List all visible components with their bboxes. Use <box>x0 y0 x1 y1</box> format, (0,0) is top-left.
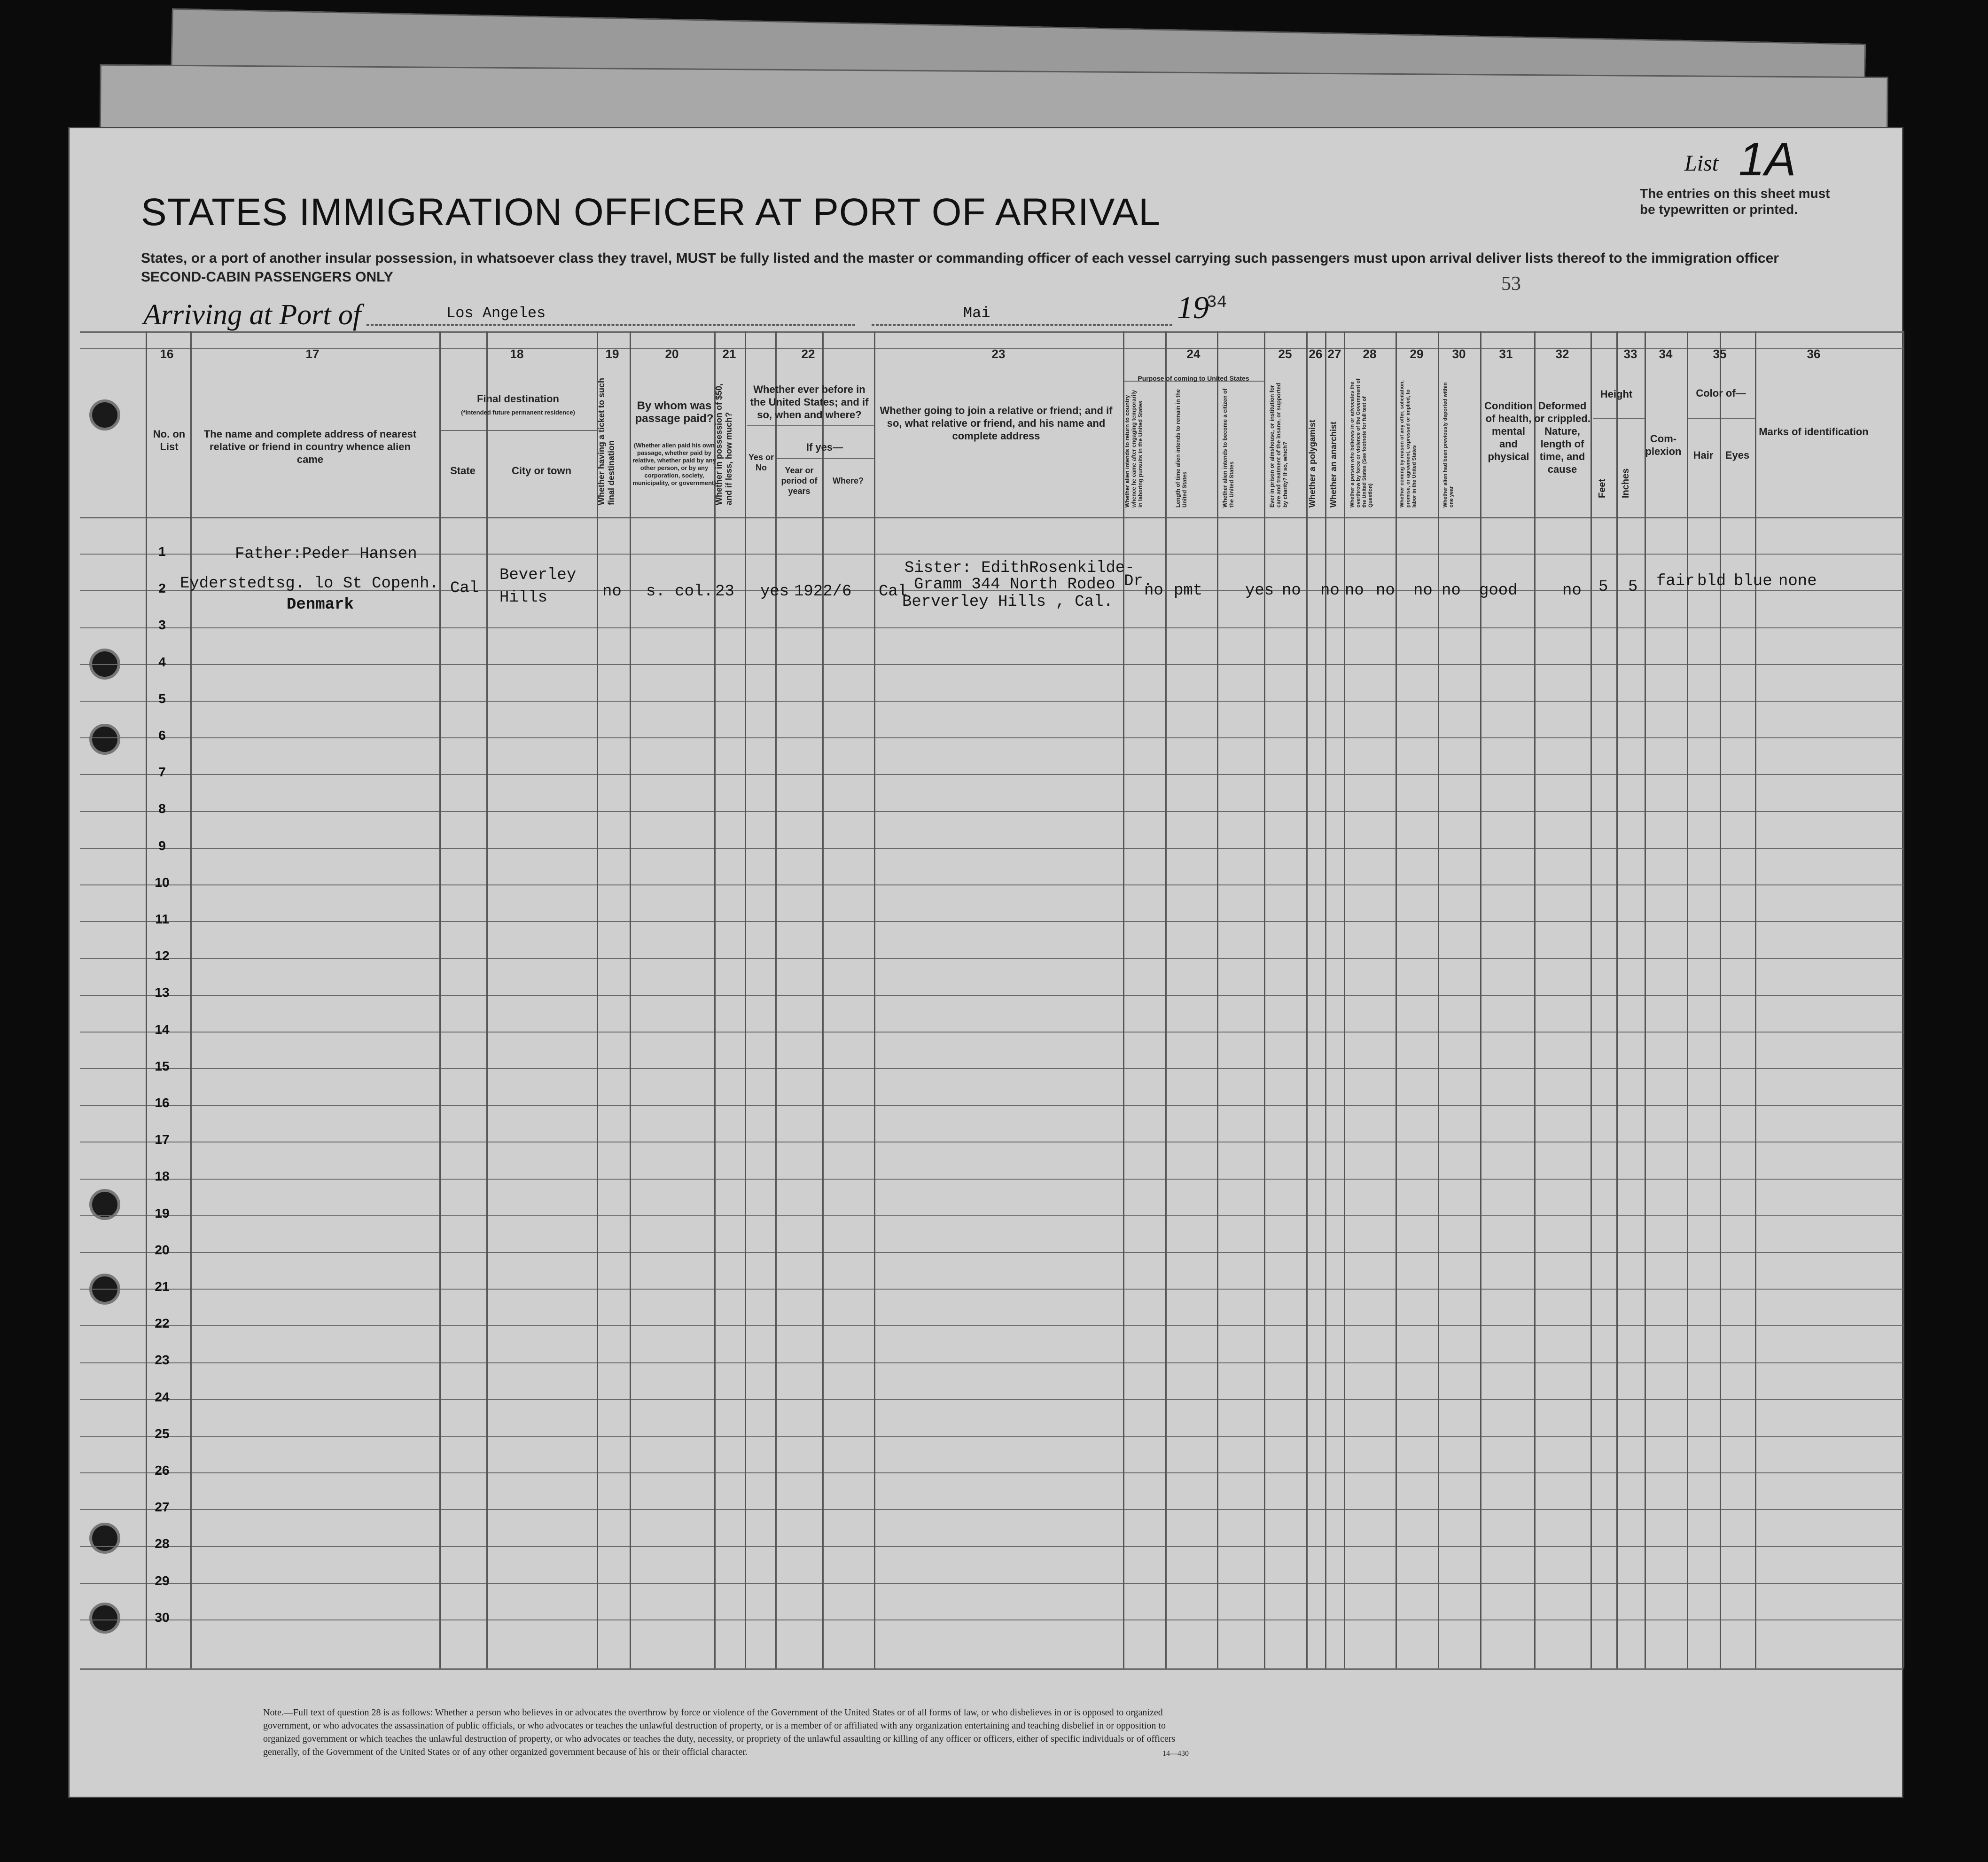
grid-row-line <box>80 1546 1903 1547</box>
grid-row-line <box>439 430 597 431</box>
grid-row-line <box>80 517 1903 518</box>
header-complexion: Com- plexion <box>1645 433 1682 457</box>
header-overthrow: Whether a person who believes in or advocates the overthrow by force or violence of the Government of the United States (See footnote for full text of Question) <box>1349 378 1373 508</box>
join-relative-line: Gramm 344 North Rodeo <box>914 576 1115 594</box>
column-number: 36 <box>1807 347 1821 361</box>
row-number: 22 <box>155 1316 170 1330</box>
relative-line: Eyderstedtsg. lo St Copenh. <box>180 575 439 593</box>
column-number: 26 <box>1309 347 1323 361</box>
row-number: 28 <box>155 1536 170 1551</box>
month-value: Mai <box>963 305 990 322</box>
year-suffix: 34 <box>1207 293 1227 312</box>
grid-row-line <box>80 1668 1903 1670</box>
feet-cell: 5 <box>1598 578 1608 596</box>
column-number: 22 <box>801 347 815 361</box>
row-number: 10 <box>155 875 170 890</box>
grid-column-line <box>190 331 192 1668</box>
header-eyes: Eyes <box>1725 449 1750 461</box>
relative-line: Denmark <box>287 596 354 614</box>
page-title: STATES IMMIGRATION OFFICER AT PORT OF ARRIVAL <box>141 191 1161 234</box>
header-purpose-return: Whether alien intends to return to country whence he came after engaging temporarily in laboring pursuits in the United States <box>1124 390 1144 508</box>
header-city: City or town <box>511 465 572 477</box>
grid-row-line <box>80 848 1903 849</box>
header-purpose-length: Length of time alien intends to remain in the United States <box>1175 389 1188 508</box>
header-where: Where? <box>832 476 864 485</box>
row-number: 20 <box>155 1243 170 1257</box>
q28-cell: no <box>1376 582 1395 600</box>
column-number: 19 <box>605 347 619 361</box>
manifest-sheet <box>68 127 1903 1798</box>
header-color-of: Color of— <box>1696 387 1746 399</box>
row-number: 1 <box>158 544 166 559</box>
grid-column-line <box>1903 331 1904 1668</box>
grid-column-line <box>1123 331 1124 1668</box>
footnote-text: Note.—Full text of question 28 is as follows: Whether a person who believes in or advocates the overthrow by force or violence of the Government of the United States or of all forms of law, or who disbelieves in or is opposed to organized government, or who advocates the assassination of public officials, or who advocates or teaches the unlawful destruction of property, or is a member of or affiliated with any organization entertaining and teaching disbelief in or opposition to organized government or which teaches the unlawful destruction of property, or who advocates or teaches the duty, necessity, or propriety of the unlawful assaulting or killing of any officer or officers, either of specific individuals or of officers generally, of the Government of the United States or of any other organized government because of his or their official character. <box>263 1707 1176 1757</box>
eyes-cell: blue <box>1734 572 1772 590</box>
header-polygamist: Whether a polygamist <box>1308 419 1317 508</box>
grid-column-line <box>1306 331 1308 1668</box>
grid-row-line <box>80 1032 1903 1033</box>
deported-cell: no <box>1442 582 1461 600</box>
row-number: 24 <box>155 1390 170 1404</box>
row-number: 19 <box>155 1206 170 1220</box>
grid-row-line <box>80 627 1903 628</box>
grid-row-line <box>80 1252 1903 1253</box>
grid-row-line <box>775 458 874 459</box>
row-number: 15 <box>155 1059 170 1073</box>
binder-hole <box>89 724 120 755</box>
grid-row-line <box>80 701 1903 702</box>
column-number: 24 <box>1186 347 1201 361</box>
grid-row-line <box>80 1105 1903 1106</box>
grid-row-line <box>80 1362 1903 1363</box>
column-number: 33 <box>1623 347 1637 361</box>
grid-column-line <box>597 331 598 1668</box>
grid-row-line <box>80 1509 1903 1510</box>
column-number: 21 <box>722 347 736 361</box>
grid-column-line <box>1755 331 1756 1668</box>
marks-cell: none <box>1778 572 1817 590</box>
column-number: 31 <box>1499 347 1513 361</box>
month-line <box>872 324 1172 326</box>
grid-row-line <box>80 958 1903 959</box>
grid-row-line <box>80 1583 1903 1584</box>
grid-column-line <box>1264 331 1265 1668</box>
grid-column-line <box>1438 331 1439 1668</box>
deformed-cell: no <box>1562 582 1582 600</box>
length-of-stay-cell: pmt <box>1174 582 1203 600</box>
row-number: 7 <box>158 765 166 779</box>
header-passage-paid-sub: (Whether alien paid his own passage, whether paid by relative, whether paid by any other person, or by any corporation, society, municipality, or government) <box>632 442 716 486</box>
grid-row-line <box>80 1399 1903 1400</box>
header-deformed: Deformed or crippled. Nature, length of time, and cause <box>1534 400 1590 475</box>
header-prison: Ever in prison or almshouse, or institution for care and treatment of the insane, or supported by charity? If so, which? <box>1269 383 1288 508</box>
grid-column-line <box>439 331 441 1668</box>
before-yes-cell: yes <box>760 583 789 601</box>
column-number: 28 <box>1363 347 1377 361</box>
header-feet: Feet <box>1597 478 1607 498</box>
intro-line-cabin: SECOND-CABIN PASSENGERS ONLY <box>141 269 393 285</box>
grid-column-line <box>630 331 631 1668</box>
grid-column-line <box>1325 331 1326 1668</box>
grid-row-line <box>80 811 1903 812</box>
header-hair: Hair <box>1693 449 1714 461</box>
header-anarchist: Whether an anarchist <box>1329 421 1338 508</box>
header-final-destination-sub: (*Intended future permanent residence) <box>461 409 575 416</box>
column-number: 34 <box>1659 347 1673 361</box>
inches-cell: 5 <box>1628 578 1638 596</box>
row-number: 26 <box>155 1463 170 1478</box>
grid-row-line <box>747 425 874 426</box>
grid-column-line <box>745 331 746 1668</box>
grid-row-line <box>80 1068 1903 1069</box>
state-cell: Cal <box>450 579 479 597</box>
grid-column-line <box>1165 331 1167 1668</box>
grid-row-line <box>80 1436 1903 1437</box>
header-ticket: Whether having a ticket to such final destination <box>597 377 616 505</box>
grid-row-line <box>80 1179 1903 1180</box>
q29-cell: no <box>1413 582 1433 600</box>
header-offer-to-labor: Whether coming by reason of any offer, solicitation, promise, or agreement, expressed or implied, to labor in the United States <box>1399 380 1417 508</box>
grid-column-line <box>1616 331 1618 1668</box>
grid-column-line <box>1590 331 1592 1668</box>
column-number: 29 <box>1410 347 1424 361</box>
row-number: 27 <box>155 1500 170 1514</box>
header-deported: Whether alien had been previously deported within one year <box>1442 382 1454 508</box>
row-number: 2 <box>158 581 166 595</box>
row-number: 21 <box>155 1279 170 1294</box>
grid-row-line <box>80 1472 1903 1473</box>
binder-hole <box>89 1523 120 1554</box>
grid-row-line <box>80 774 1903 775</box>
sheet-number: 53 <box>1501 273 1521 295</box>
column-number: 16 <box>160 347 174 361</box>
row-number: 3 <box>158 618 166 632</box>
grid-column-line <box>1344 331 1345 1668</box>
row-number: 5 <box>158 691 166 706</box>
city-cell: Beverley <box>499 566 577 584</box>
grid-row-line <box>80 995 1903 996</box>
column-number: 35 <box>1713 347 1727 361</box>
header-passage-paid: By whom was passage paid? <box>635 399 714 425</box>
header-purpose-citizen: Whether alien intends to become a citizen of the United States <box>1222 388 1235 508</box>
row-number: 9 <box>158 838 166 853</box>
grid-row-line <box>80 1325 1903 1326</box>
intro-text <box>141 249 1779 287</box>
row-number: 30 <box>155 1610 170 1625</box>
binder-hole <box>89 399 120 430</box>
citizen-cell: yes <box>1245 582 1274 600</box>
grid-row-line <box>80 331 1903 333</box>
header-nearest-relative: The name and complete address of nearest relative or friend in country whence alien came <box>203 428 417 465</box>
row-number: 12 <box>155 948 170 963</box>
column-number: 20 <box>665 347 679 361</box>
prison-cell: no <box>1282 582 1301 600</box>
footnote <box>263 1706 1189 1759</box>
grid-row-line <box>80 1289 1903 1290</box>
header-height: Height <box>1600 388 1633 400</box>
polygamist-cell: no <box>1320 582 1340 600</box>
grid-column-line <box>1720 331 1721 1668</box>
grid-column-line <box>775 331 777 1668</box>
header-join-relative: Whether going to join a relative or friend; and if so, what relative or friend, and his name and complete address <box>880 405 1113 442</box>
money-cell: 23 <box>715 583 734 601</box>
row-number: 23 <box>155 1353 170 1367</box>
header-money: Whether in possession of $50, and if less, how much? <box>714 383 733 505</box>
grid-column-line <box>486 331 488 1668</box>
join-relative-line: Sister: EdithRosenkilde- <box>904 559 1135 577</box>
column-number: 25 <box>1278 347 1292 361</box>
header-state: State <box>450 465 476 477</box>
grid-column-line <box>874 331 875 1668</box>
row-number: 14 <box>155 1022 170 1037</box>
column-number: 23 <box>991 347 1006 361</box>
relative-line: Father:Peder Hansen <box>235 545 417 563</box>
grid-column-line <box>1534 331 1536 1668</box>
purpose-dr: Dr. <box>1124 572 1153 590</box>
grid-row-line <box>80 1619 1903 1620</box>
entries-note: The entries on this sheet must be typewritten or printed. <box>1640 186 1830 217</box>
column-number: 30 <box>1452 347 1466 361</box>
grid-column-line <box>714 331 716 1668</box>
purpose-return-cell: no <box>1144 582 1163 600</box>
anarchist-cell: no <box>1345 582 1364 600</box>
list-label: List <box>1684 151 1719 176</box>
row-number: 4 <box>158 655 166 669</box>
grid-column-line <box>1687 331 1688 1668</box>
complexion-cell: fair <box>1656 572 1695 590</box>
header-if-yes: If yes— <box>806 441 843 453</box>
health-cell: good <box>1479 582 1518 600</box>
hair-cell: bld <box>1697 572 1726 590</box>
grid-column-line <box>1217 331 1218 1668</box>
grid-column-line <box>1395 331 1397 1668</box>
column-number: 27 <box>1327 347 1341 361</box>
year-prefix: 19 <box>1177 289 1209 325</box>
column-number: 18 <box>510 347 524 361</box>
header-no-on-list: No. on List <box>153 428 186 453</box>
grid-row-line <box>1593 418 1645 419</box>
city-cell: Hills <box>499 589 548 607</box>
row-number: 11 <box>155 912 169 926</box>
row-number: 6 <box>158 728 166 743</box>
header-purpose: Purpose of coming to United States <box>1138 375 1249 382</box>
row-number: 13 <box>155 985 170 1000</box>
row-number: 17 <box>155 1132 170 1147</box>
intro-line: States, or a port of another insular possession, in whatsoever class they travel, MUST be fully listed and the master or commanding officer of each vessel carrying such passengers must upon arrival deliver lists thereof to the immigration officer <box>141 250 1779 266</box>
passage-paid-cell: s. col. <box>646 583 713 601</box>
port-line <box>366 324 855 326</box>
row-number: 29 <box>155 1573 170 1588</box>
header-before-in-us: Whether ever before in the United States; and if so, when and where? <box>750 383 869 421</box>
row-number: 18 <box>155 1169 170 1183</box>
grid-column-line <box>1480 331 1481 1668</box>
row-number: 16 <box>155 1095 170 1110</box>
header-health: Condition of health, mental and physical <box>1484 400 1533 462</box>
grid-row-line <box>80 884 1903 885</box>
row-number: 8 <box>158 801 166 816</box>
grid-column-line <box>1645 331 1646 1668</box>
before-where-cell: Cal <box>879 583 908 601</box>
binder-hole <box>89 1603 120 1634</box>
grid-column-line <box>822 331 824 1668</box>
header-year: Year or period of years <box>781 466 818 496</box>
header-marks: Marks of identification <box>1759 426 1869 438</box>
join-relative-line: Berverley Hills , Cal. <box>902 593 1113 611</box>
column-number: 17 <box>305 347 320 361</box>
grid-row-line <box>80 1215 1903 1216</box>
port-value: Los Angeles <box>446 305 546 322</box>
header-final-destination: Final destination <box>477 393 559 405</box>
before-year-cell: 1922/6 <box>794 583 852 601</box>
grid-row-line <box>80 664 1903 665</box>
row-number: 25 <box>155 1426 170 1441</box>
header-inches: Inches <box>1621 468 1631 498</box>
list-number: 1A <box>1739 133 1796 186</box>
column-number: 32 <box>1555 347 1569 361</box>
grid-row-line <box>80 737 1903 738</box>
grid-row-line <box>80 921 1903 922</box>
form-code: 14—430 <box>1162 1750 1189 1758</box>
arriving-label: Arriving at Port of <box>143 299 361 331</box>
header-before-yes-no: Yes or No <box>748 453 774 472</box>
ticket-cell: no <box>602 583 622 601</box>
